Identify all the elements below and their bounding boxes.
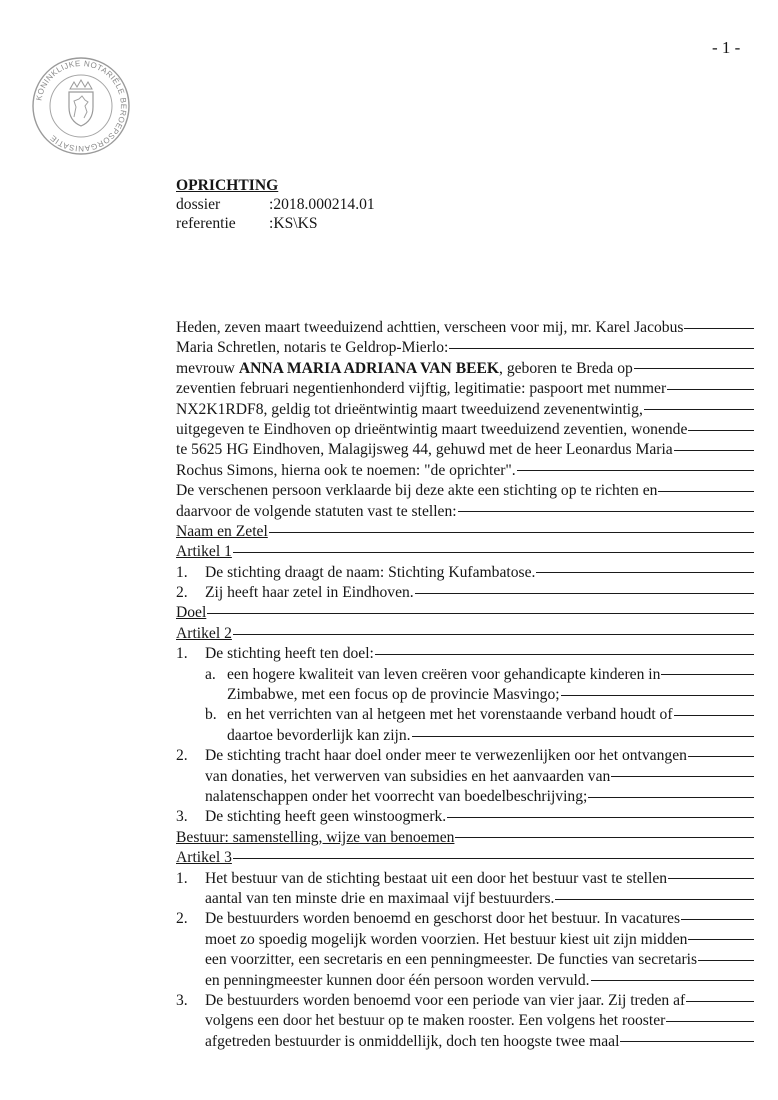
dossier-label: dossier	[176, 196, 221, 213]
section-heading: Bestuur: samenstelling, wijze van benoemen	[176, 828, 754, 848]
article-heading: Artikel 3	[176, 848, 754, 868]
list-item: 1. Het bestuur van de stichting bestaat uit een door het bestuur vast te stellen	[176, 869, 754, 889]
filler-dash	[644, 409, 754, 410]
list-item-cont: van donaties, het verwerven van subsidies en het aanvaarden van	[176, 767, 754, 787]
filler-dash	[681, 919, 754, 920]
filler-dash	[233, 858, 754, 859]
filler-dash	[620, 1041, 754, 1042]
seal-text: KONINKLIJKE NOTARIËLE BEROEPSORGANISATIE	[34, 58, 129, 154]
filler-dash	[536, 572, 754, 573]
person-name: ANNA MARIA ADRIANA VAN BEEK	[238, 359, 500, 377]
filler-dash	[688, 939, 754, 940]
list-item: 3. De stichting heeft geen winstoogmerk.	[176, 807, 754, 827]
text-line: te 5625 HG Eindhoven, Malagijsweg 44, gehuwd met de heer Leonardus Maria	[176, 440, 754, 460]
filler-dash	[375, 654, 754, 655]
list-item: 3. De bestuurders worden benoemd voor een periode van vier jaar. Zij treden af	[176, 991, 754, 1011]
text-line: daarvoor de volgende statuten vast te stellen:	[176, 502, 754, 522]
filler-dash	[684, 328, 754, 329]
list-item: 2. Zij heeft haar zetel in Eindhoven.	[176, 583, 754, 603]
list-item-cont: afgetreden bestuurder is onmiddellijk, doch ten hoogste twee maal	[176, 1032, 754, 1052]
filler-dash	[233, 552, 754, 553]
sub-list-item: b. en het verrichten van al hetgeen met het vorenstaande verband houdt of	[176, 705, 754, 725]
document-title: OPRICHTING	[176, 177, 279, 194]
referentie-row	[176, 214, 375, 233]
filler-dash	[233, 634, 754, 635]
article-heading: Artikel 1	[176, 542, 754, 562]
filler-dash	[658, 491, 754, 492]
list-item: 2. De stichting tracht haar doel onder meer te verwezenlijken oor het ontvangen	[176, 746, 754, 766]
article-heading: Artikel 2	[176, 624, 754, 644]
notary-seal	[30, 55, 132, 157]
filler-dash	[588, 797, 754, 798]
list-item-cont: volgens een door het bestuur op te maken rooster. Een volgens het rooster	[176, 1011, 754, 1031]
list-item: 1. De stichting heeft ten doel:	[176, 644, 754, 664]
filler-dash	[674, 450, 754, 451]
text-line: Maria Schretlen, notaris te Geldrop-Mierlo:	[176, 338, 754, 358]
filler-dash	[674, 715, 754, 716]
filler-dash	[458, 511, 754, 512]
text-line: zeventien februari negentienhonderd vijftig, legitimatie: paspoort met nummer	[176, 379, 754, 399]
sub-list-item: a. een hogere kwaliteit van leven creëren voor gehandicapte kinderen in	[176, 665, 754, 685]
filler-dash	[561, 695, 754, 696]
filler-dash	[688, 756, 754, 757]
filler-dash	[688, 430, 754, 431]
filler-dash	[634, 368, 754, 369]
text-line: NX2K1RDF8, geldig tot drieëntwintig maart tweeduizend zevenentwintig,	[176, 400, 754, 420]
referentie-label: referentie	[176, 215, 236, 232]
filler-dash	[412, 736, 754, 737]
list-item-cont: nalatenschappen onder het voorrecht van boedelbeschrijving;	[176, 787, 754, 807]
filler-dash	[555, 899, 754, 900]
filler-dash	[698, 960, 754, 961]
page-number: - 1 -	[712, 38, 741, 57]
filler-dash	[667, 389, 754, 390]
text-line: mevrouw ANNA MARIA ADRIANA VAN BEEK , geboren te Breda op	[176, 359, 754, 379]
filler-dash	[269, 532, 754, 533]
deed-body	[176, 318, 754, 1052]
text-line: De verschenen persoon verklaarde bij deze akte een stichting op te richten en	[176, 481, 754, 501]
filler-dash	[668, 878, 754, 879]
section-heading: Naam en Zetel	[176, 522, 754, 542]
text-line: Heden, zeven maart tweeduizend achttien, verscheen voor mij, mr. Karel Jacobus	[176, 318, 754, 338]
filler-dash	[661, 674, 754, 675]
filler-dash	[455, 837, 754, 838]
crowned-lion-shield-icon	[30, 55, 132, 157]
filler-dash	[611, 776, 754, 777]
list-item-cont: moet zo spoedig mogelijk worden voorzien. Het bestuur kiest uit zijn midden	[176, 930, 754, 950]
filler-dash	[517, 470, 754, 471]
filler-dash	[591, 980, 754, 981]
sub-list-item-cont: Zimbabwe, met een focus op de provincie Masvingo;	[176, 685, 754, 705]
list-item-cont: aantal van ten minste drie en maximaal vijf bestuurders.	[176, 889, 754, 909]
dossier-row	[176, 195, 375, 214]
section-heading: Doel	[176, 603, 754, 623]
filler-dash	[449, 348, 754, 349]
list-item-cont: een voorzitter, een secretaris en een penningmeester. De functies van secretaris	[176, 950, 754, 970]
dossier-value: :2018.000214.01	[269, 196, 375, 213]
text-line: uitgegeven te Eindhoven op drieëntwintig maart tweeduizend zeventien, wonende	[176, 420, 754, 440]
document-header	[176, 176, 375, 233]
filler-dash	[666, 1021, 754, 1022]
list-item: 2. De bestuurders worden benoemd en geschorst door het bestuur. In vacatures	[176, 909, 754, 929]
filler-dash	[207, 613, 754, 614]
sub-list-item-cont: daartoe bevorderlijk kan zijn.	[176, 726, 754, 746]
list-item-cont: en penningmeester kunnen door één persoon worden vervuld.	[176, 971, 754, 991]
list-item: 1. De stichting draagt de naam: Stichting Kufambatose.	[176, 563, 754, 583]
referentie-value: :KS\KS	[269, 215, 318, 232]
text-line: Rochus Simons, hierna ook te noemen: "de oprichter".	[176, 461, 754, 481]
filler-dash	[447, 817, 754, 818]
filler-dash	[415, 593, 754, 594]
svg-text:KONINKLIJKE NOTARIËLE BEROEPSO	[34, 59, 128, 153]
filler-dash	[686, 1001, 754, 1002]
